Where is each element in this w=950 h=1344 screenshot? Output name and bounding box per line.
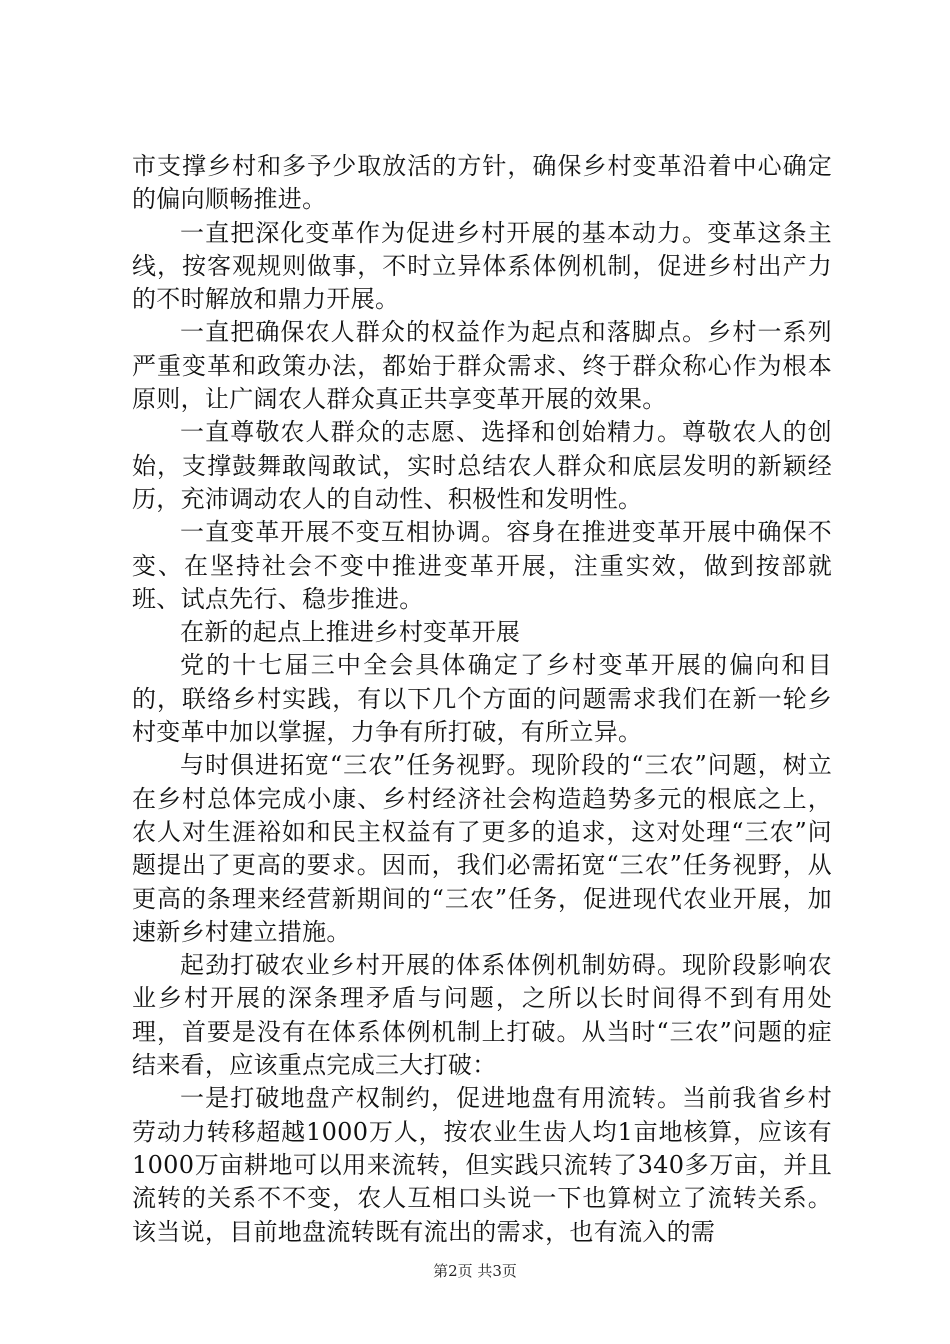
paragraph-respect-farmers: 一直尊敬农人群众的志愿、选择和创始精力。尊敬农人的创始，支撑鼓舞敢闯敢试，实时总结农人群众和底层发明的新颖经历，充沛调动农人的自动性、积极性和发明性。 bbox=[132, 418, 832, 513]
paragraph-reform-driver: 一直把深化变革作为促进乡村开展的基本动力。变革这条主线，按客观规则做事，不时立异体系体例机制，促进乡村出产力的不时解放和鼎力开展。 bbox=[132, 218, 832, 314]
page-footer: 第2页 共3页 bbox=[433, 1262, 517, 1280]
document-body bbox=[132, 150, 832, 1249]
paragraph-break-barriers: 起劲打破农业乡村开展的体系体例机制妨碍。现阶段影响农业乡村开展的深条理矛盾与问题，之所以长时间得不到有用处理，首要是没有在体系体例机制上打破。从当时“三农”问题的症结来看，应该重点完成三大打破： bbox=[132, 951, 832, 1080]
paragraph-stability: 一直变革开展不变互相协调。容身在推进变革开展中确保不变、在坚持社会不变中推进变革开展，注重实效，做到按部就班、试点先行、稳步推进。 bbox=[132, 518, 832, 613]
paragraph-plenum: 党的十七届三中全会具体确定了乡村变革开展的偏向和目的，联络乡村实践，有以下几个方面的问题需求我们在新一轮乡村变革中加以掌握，力争有所打破，有所立异。 bbox=[132, 651, 832, 747]
paragraph-broaden-vision: 与时俱进拓宽“三农”任务视野。现阶段的“三农”问题，树立在乡村总体完成小康、乡村经济社会构造趋势多元的根底之上，农人对生涯裕如和民主权益有了更多的追求，这对处理“三农”问题提出了更高的要求。因而，我们必需拓宽“三农”任务视野，从更高的条理来经营新期间的“三农”任务，促进现代农业开展，加速新乡村建立措施。 bbox=[132, 751, 832, 946]
paragraph-farmer-rights: 一直把确保农人群众的权益作为起点和落脚点。乡村一系列严重变革和政策办法，都始于群众需求、终于群众称心作为根本原则，让广阔农人群众真正共享变革开展的效果。 bbox=[132, 318, 832, 414]
section-heading: 在新的起点上推进乡村变革开展 bbox=[180, 618, 521, 647]
paragraph-continued: 市支撑乡村和多予少取放活的方针，确保乡村变革沿着中心确定的偏向顺畅推进。 bbox=[132, 152, 832, 214]
paragraph-land-transfer: 一是打破地盘产权制约，促进地盘有用流转。当前我省乡村劳动力转移超越1000万人，按农业生齿人均1亩地核算，应该有1000万亩耕地可以用来流转，但实践只流转了340多万亩，并且流转的关系不不变，农人互相口头说一下也算树立了流转关系。该当说，目前地盘流转既有流出的需求，也有流入的需 bbox=[132, 1084, 832, 1246]
